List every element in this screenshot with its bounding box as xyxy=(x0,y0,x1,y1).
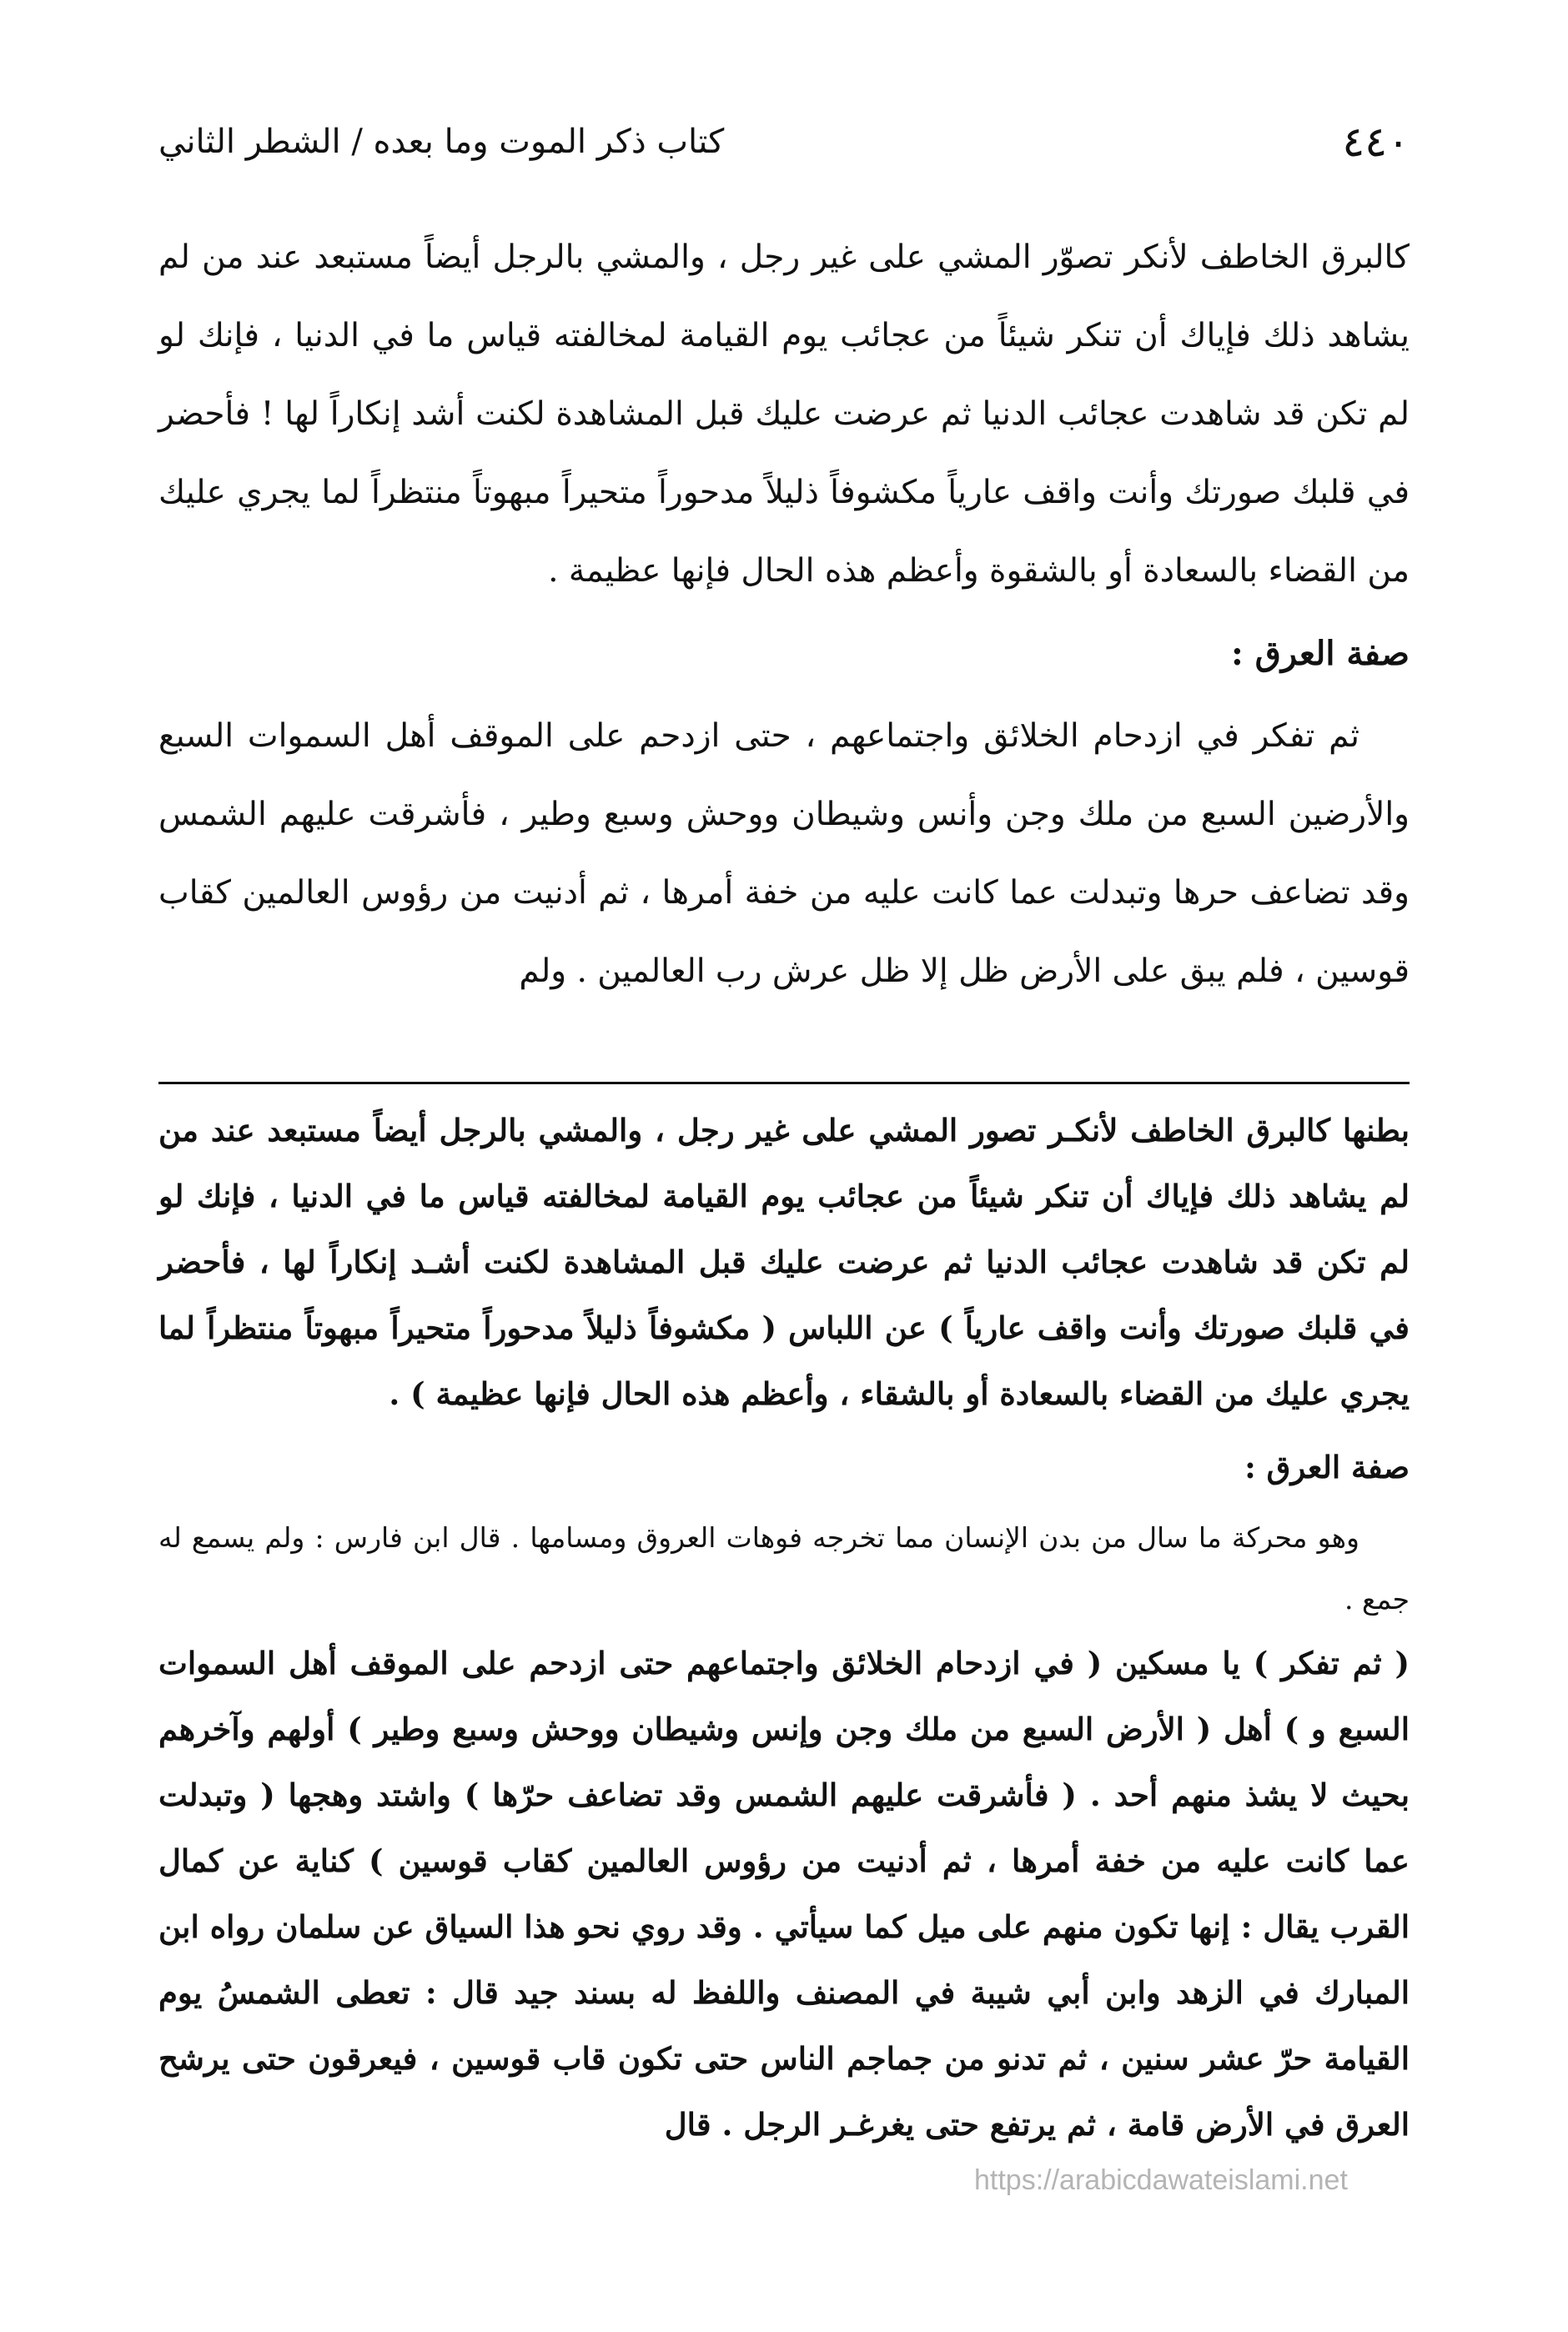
commentary-paragraph-2: وهو محركة ما سال من بدن الإنسان مما تخرجه فوهات العروق ومسامها . قال ابن فارس : ولم يسمع له جمع . xyxy=(158,1521,1410,1616)
main-text xyxy=(158,219,1410,1011)
page-number: ٤٤٠ xyxy=(1342,118,1410,166)
commentary-paragraph-3: ( ثم تفكر ) يا مسكين ( في ازدحام الخلائق واجتماعهم حتى ازدحم على الموقف أهل السموات السبع و ) أهل ( الأرض السبع من ملك وجن وإنس وشيطان ووحش وسبع وطير ) أولهم وآخرهم بحيث لا يشذ منهم أحد . ( فأشرقت عليهم الشمس وقد تضاعف حرّها ) واشتد وهجها ( وتبدلت عما كانت عليه من خفة أمرها ، ثم أدنيت من رؤوس العالمين كقاب قوسين ) كناية عن كمال القرب يقال : إنها تكون منهم على ميل كما سيأتي . وقد روي نحو هذا السياق عن سلمان رواه ابن المبارك في الزهد وابن أبي شيبة في المصنف واللفظ له بسند جيد قال : تعطى الشمسُ يوم القيامة حرّ عشر سنين ، ثم تدنو من جماجم الناس حتى تكون قاب قوسين ، فيعرقون حتى يرشح العرق في الأرض قامة ، ثم يرتفع حتى يغرغـر الرجل . قال xyxy=(158,1645,1410,2143)
commentary-section-title: صفة العرق : xyxy=(1244,1449,1410,1485)
main-paragraph-2: ثم تفكر في ازدحام الخلائق واجتماعهم ، حتى ازدحم على الموقف أهل السموات السبع والأرضين السبع من ملك وجن وأنس وشيطان ووحش وسبع وطير ، فأشرقت عليهم الشمس وقد تضاعف حرها وتبدلت عما كانت عليه من خفة أمرها ، ثم أدنيت من رؤوس العالمين كقاب قوسين ، فلم يبق على الأرض ظل إلا ظل عرش رب العالمين . ولم xyxy=(158,717,1410,990)
running-title: كتاب ذكر الموت وما بعده / الشطر الثاني xyxy=(158,123,725,161)
footnote-divider xyxy=(158,1082,1410,1084)
commentary xyxy=(158,1098,1410,2158)
commentary-paragraph-1: بطنها كالبرق الخاطف لأنكـر تصور المشي على غير رجل ، والمشي بالرجل أيضاً مستبعد عند من لم يشاهد ذلك فإياك أن تنكر شيئاً من عجائب يوم القيامة لمخالفته قياس ما في الدنيا ، فإنك لو لم تكن قد شاهدت عجائب الدنيا ثم عرضت عليك قبل المشاهدة لكنت أشـد إنكاراً لها ، فأحضر في قلبك صورتك وأنت واقف عارياً ) عن اللباس ( مكشوفاً ذليلاً مدحوراً متحيراً مبهوتاً منتظراً لما يجري عليك من القضاء بالسعادة أو بالشقاء ، وأعظم هذه الحال فإنها عظيمة ) . xyxy=(158,1112,1410,1412)
main-section-title: صفة العرق : xyxy=(1231,634,1410,673)
page-header xyxy=(158,113,1410,171)
main-paragraph-1: كالبرق الخاطف لأنكر تصوّر المشي على غير رجل ، والمشي بالرجل أيضاً مستبعد عند من لم يشاهد ذلك فإياك أن تنكر شيئاً من عجائب يوم القيامة لمخالفته قياس ما في الدنيا ، فإنك لو لم تكن قد شاهدت عجائب الدنيا ثم عرضت عليك قبل المشاهدة لكنت أشد إنكاراً لها ! فأحضر في قلبك صورتك وأنت واقف عارياً مكشوفاً ذليلاً مدحوراً متحيراً مبهوتاً منتظراً لما يجري عليك من القضاء بالسعادة أو بالشقوة وأعظم هذه الحال فإنها عظيمة . xyxy=(158,239,1410,590)
watermark-url: https://arabicdawateislami.net xyxy=(974,2164,1348,2196)
